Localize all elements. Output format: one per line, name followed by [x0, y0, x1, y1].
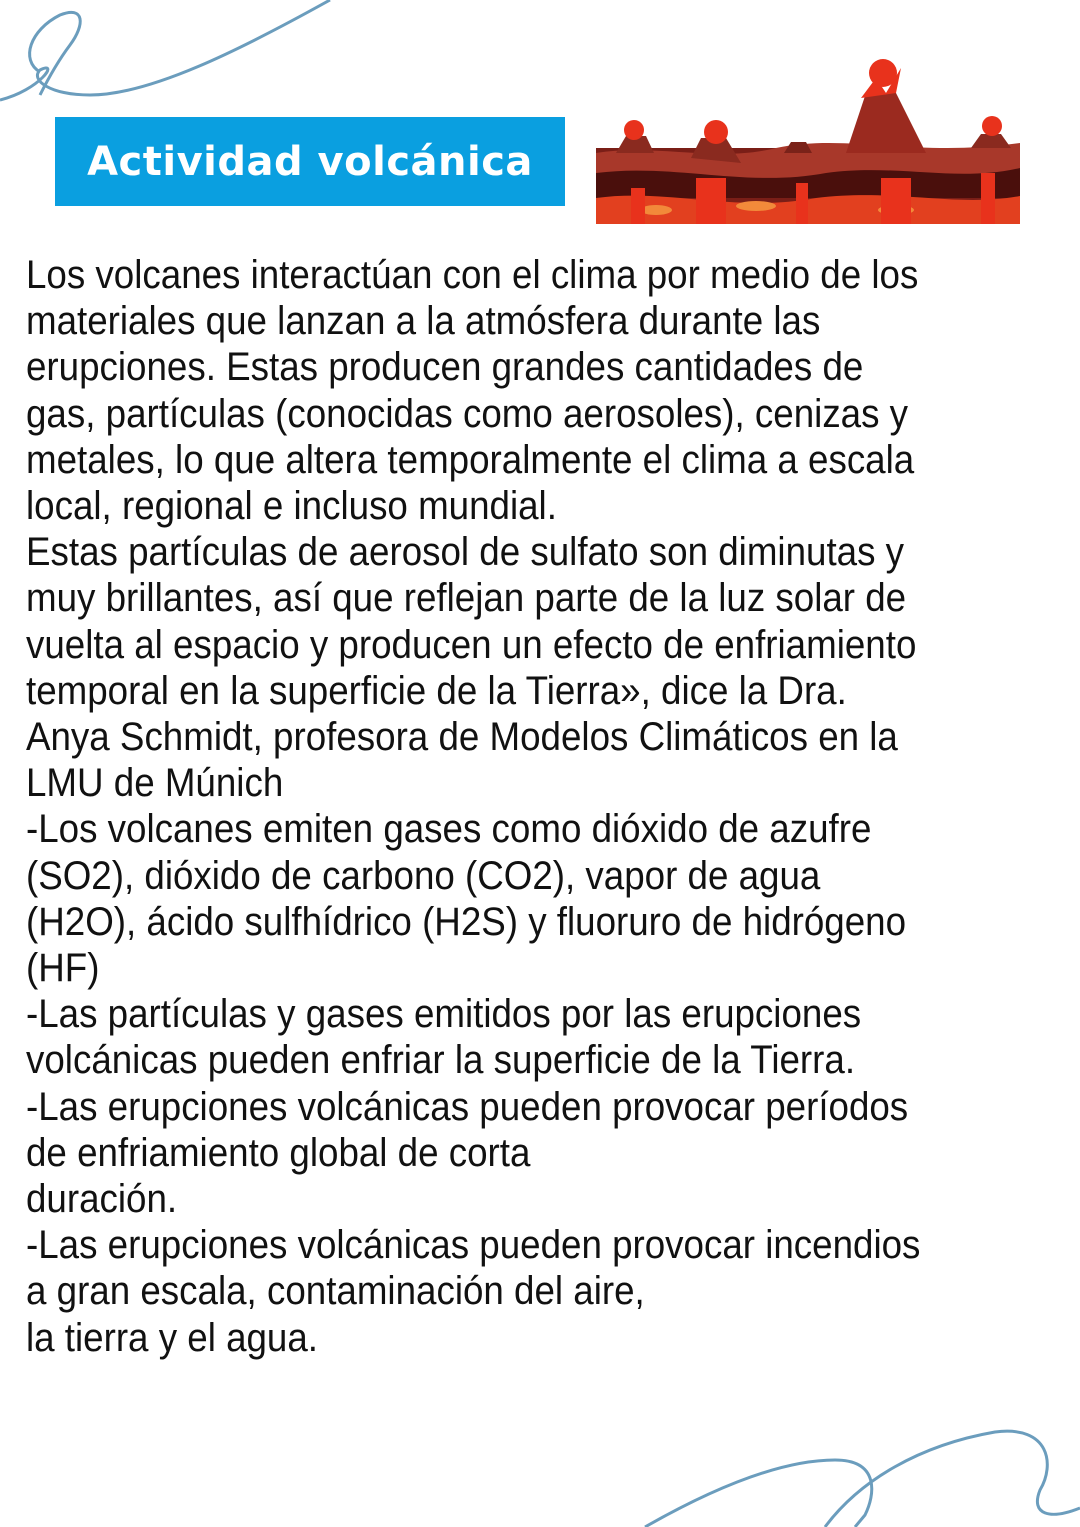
text-line: Estas partículas de aerosol de sulfato son diminutas y	[26, 530, 905, 575]
text-line: -Las erupciones volcánicas pueden provocar incendios	[26, 1223, 921, 1268]
title-banner	[55, 117, 565, 206]
text-line: -Las erupciones volcánicas pueden provocar períodos	[26, 1084, 909, 1129]
text-line: LMU de Múnich	[26, 761, 284, 806]
decorative-swirl-top	[0, 0, 340, 110]
text-line: materiales que lanzan a la atmósfera durante las	[26, 299, 821, 344]
text-line: la tierra y el agua.	[26, 1315, 319, 1360]
text-line: metales, lo que altera temporalmente el clima a escala	[26, 437, 915, 482]
text-line: (HF)	[26, 946, 100, 991]
text-line: Los volcanes interactúan con el clima por medio de los	[26, 253, 919, 297]
text-line: muy brillantes, así que reflejan parte de la luz solar de	[26, 576, 907, 621]
text-line: de enfriamiento global de corta	[26, 1130, 531, 1175]
text-line: (SO2), dióxido de carbono (CO2), vapor de agua	[26, 853, 821, 898]
text-line: -Las partículas y gases emitidos por las erupciones	[26, 992, 862, 1037]
text-line: duración.	[26, 1177, 178, 1222]
text-line: Anya Schmidt, profesora de Modelos Climáticos en la	[26, 715, 898, 760]
text-line: -Los volcanes emiten gases como dióxido de azufre	[26, 807, 872, 852]
text-line: (H2O), ácido sulfhídrico (H2S) y fluoruro de hidrógeno	[26, 899, 907, 944]
text-line: gas, partículas (conocidas como aerosoles), cenizas y	[26, 391, 909, 436]
text-line: vuelta al espacio y producen un efecto de enfriamiento	[26, 622, 917, 667]
volcano-illustration	[596, 38, 1020, 224]
text-line: temporal en la superficie de la Tierra», dice la Dra.	[26, 668, 847, 713]
decorative-swirl-bottom	[600, 1380, 1080, 1527]
text-line: local, regional e incluso mundial.	[26, 484, 557, 529]
body-text	[26, 252, 993, 1361]
text-line: volcánicas pueden enfriar la superficie de la Tierra.	[26, 1038, 856, 1083]
text-line: a gran escala, contaminación del aire,	[26, 1269, 645, 1314]
page-title: Actividad volcánica	[87, 138, 533, 185]
text-line: erupciones. Estas producen grandes cantidades de	[26, 345, 864, 390]
